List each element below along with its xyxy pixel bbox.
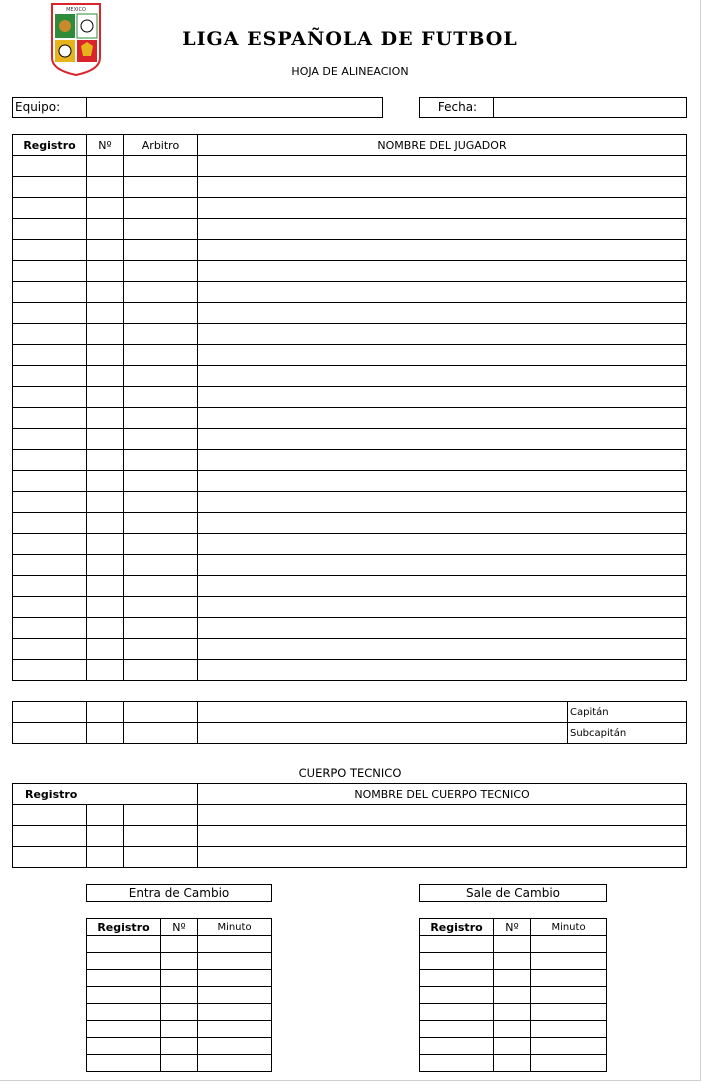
input-cell[interactable] (124, 639, 198, 660)
input-cell[interactable] (531, 1021, 607, 1038)
table-row (87, 953, 272, 970)
input-cell[interactable] (198, 826, 687, 847)
input-cell[interactable] (494, 1038, 531, 1055)
table-row (13, 240, 687, 261)
table-row (13, 177, 687, 198)
input-cell[interactable] (87, 387, 124, 408)
table-row (13, 282, 687, 303)
input-cell[interactable] (161, 1004, 198, 1021)
sub-out-col-number: Nº (494, 919, 531, 936)
input-cell[interactable] (13, 156, 87, 177)
input-cell[interactable] (87, 576, 124, 597)
vice-captain-row (13, 723, 687, 744)
input-cell[interactable] (13, 366, 87, 387)
input-cell[interactable] (124, 366, 198, 387)
table-row (13, 492, 687, 513)
table-row (13, 303, 687, 324)
captain-row (13, 702, 687, 723)
input-cell[interactable] (198, 987, 272, 1004)
input-cell[interactable] (87, 936, 161, 953)
substitutions-out-body (420, 936, 607, 1072)
input-cell[interactable] (198, 1004, 272, 1021)
table-row (420, 1021, 607, 1038)
input-cell[interactable] (124, 408, 198, 429)
input-cell[interactable] (124, 345, 198, 366)
table-row (13, 219, 687, 240)
input-cell[interactable] (198, 805, 687, 826)
table-row (87, 1055, 272, 1072)
input-cell[interactable] (198, 282, 687, 303)
table-row (420, 936, 607, 953)
input-cell[interactable] (87, 450, 124, 471)
staff-table-body (13, 805, 687, 868)
input-cell[interactable] (13, 513, 87, 534)
input-cell[interactable] (87, 1055, 161, 1072)
input-cell[interactable] (87, 618, 124, 639)
input-cell[interactable] (87, 639, 124, 660)
input-cell[interactable] (531, 953, 607, 970)
input-cell[interactable] (87, 702, 124, 723)
input-cell[interactable] (531, 1004, 607, 1021)
team-field[interactable] (86, 97, 383, 118)
input-cell[interactable] (198, 970, 272, 987)
input-cell[interactable] (198, 387, 687, 408)
input-cell[interactable] (87, 1038, 161, 1055)
input-cell[interactable] (198, 597, 687, 618)
input-cell[interactable] (13, 597, 87, 618)
input-cell[interactable] (531, 987, 607, 1004)
input-cell[interactable] (198, 534, 687, 555)
table-row (13, 198, 687, 219)
input-cell[interactable] (420, 936, 494, 953)
input-cell[interactable] (124, 219, 198, 240)
table-row (13, 847, 687, 868)
input-cell[interactable] (161, 1021, 198, 1038)
input-cell[interactable] (87, 261, 124, 282)
sub-in-col-number: Nº (161, 919, 198, 936)
staff-col-header-registro: Registro (13, 784, 198, 805)
col-header-registro: Registro (13, 135, 87, 156)
input-cell[interactable] (494, 953, 531, 970)
input-cell[interactable] (198, 576, 687, 597)
input-cell[interactable] (124, 597, 198, 618)
table-row (420, 987, 607, 1004)
input-cell[interactable] (124, 492, 198, 513)
input-cell[interactable] (494, 1004, 531, 1021)
table-row (87, 1038, 272, 1055)
input-cell[interactable] (494, 970, 531, 987)
input-cell[interactable] (494, 987, 531, 1004)
substitutions-out-table (419, 918, 607, 1072)
input-cell[interactable] (87, 826, 124, 847)
input-cell[interactable] (198, 953, 272, 970)
input-cell[interactable] (531, 1038, 607, 1055)
vice-captain-label: Subcapitán (568, 723, 687, 744)
input-cell[interactable] (124, 805, 198, 826)
input-cell[interactable] (13, 847, 87, 868)
input-cell[interactable] (87, 534, 124, 555)
input-cell[interactable] (13, 471, 87, 492)
input-cell[interactable] (13, 576, 87, 597)
crest-text: MEXICO (66, 7, 86, 13)
input-cell[interactable] (13, 660, 87, 681)
date-field[interactable] (493, 97, 687, 118)
input-cell[interactable] (198, 408, 687, 429)
input-cell[interactable] (13, 429, 87, 450)
table-row (13, 639, 687, 660)
input-cell[interactable] (198, 366, 687, 387)
captain-label: Capitán (568, 702, 687, 723)
input-cell[interactable] (87, 513, 124, 534)
input-cell[interactable] (198, 660, 687, 681)
input-cell[interactable] (87, 240, 124, 261)
col-header-player-name: NOMBRE DEL JUGADOR (198, 135, 687, 156)
input-cell[interactable] (494, 936, 531, 953)
input-cell[interactable] (198, 1038, 272, 1055)
sub-out-col-minute: Minuto (531, 919, 607, 936)
table-row (13, 471, 687, 492)
input-cell[interactable] (198, 1021, 272, 1038)
input-cell[interactable] (124, 618, 198, 639)
table-row (420, 1004, 607, 1021)
table-row (87, 1004, 272, 1021)
input-cell[interactable] (161, 987, 198, 1004)
substitutions-in-table (86, 918, 272, 1072)
sub-out-col-registro: Registro (420, 919, 494, 936)
table-row (13, 366, 687, 387)
table-row (420, 1038, 607, 1055)
input-cell[interactable] (13, 702, 87, 723)
input-cell[interactable] (198, 702, 568, 723)
input-cell[interactable] (198, 219, 687, 240)
table-row (87, 936, 272, 953)
input-cell[interactable] (13, 177, 87, 198)
input-cell[interactable] (198, 303, 687, 324)
input-cell[interactable] (13, 282, 87, 303)
table-row (87, 1021, 272, 1038)
input-cell[interactable] (87, 492, 124, 513)
input-cell[interactable] (198, 723, 568, 744)
date-label: Fecha: (419, 97, 494, 118)
table-row (13, 261, 687, 282)
input-cell[interactable] (161, 1055, 198, 1072)
input-cell[interactable] (161, 1038, 198, 1055)
table-row (13, 805, 687, 826)
input-cell[interactable] (13, 303, 87, 324)
input-cell[interactable] (531, 1055, 607, 1072)
input-cell[interactable] (87, 303, 124, 324)
input-cell[interactable] (198, 261, 687, 282)
table-row (13, 345, 687, 366)
input-cell[interactable] (198, 555, 687, 576)
table-row (13, 826, 687, 847)
input-cell[interactable] (124, 847, 198, 868)
page-title: LIGA ESPAÑOLA DE FUTBOL (182, 28, 518, 50)
table-row (13, 513, 687, 534)
input-cell[interactable] (87, 1021, 161, 1038)
table-row (13, 534, 687, 555)
input-cell[interactable] (124, 177, 198, 198)
input-cell[interactable] (87, 723, 124, 744)
table-row (13, 555, 687, 576)
input-cell[interactable] (124, 826, 198, 847)
input-cell[interactable] (124, 387, 198, 408)
table-row (13, 387, 687, 408)
input-cell[interactable] (87, 324, 124, 345)
col-header-number: Nº (87, 135, 124, 156)
input-cell[interactable] (198, 345, 687, 366)
substitutions-out-title: Sale de Cambio (419, 884, 607, 902)
input-cell[interactable] (13, 387, 87, 408)
input-cell[interactable] (420, 1004, 494, 1021)
input-cell[interactable] (161, 953, 198, 970)
input-cell[interactable] (198, 618, 687, 639)
input-cell[interactable] (420, 987, 494, 1004)
input-cell[interactable] (87, 597, 124, 618)
input-cell[interactable] (198, 177, 687, 198)
input-cell[interactable] (198, 1055, 272, 1072)
input-cell[interactable] (531, 970, 607, 987)
input-cell[interactable] (124, 513, 198, 534)
input-cell[interactable] (124, 261, 198, 282)
input-cell[interactable] (87, 177, 124, 198)
sub-in-col-minute: Minuto (198, 919, 272, 936)
input-cell[interactable] (420, 1038, 494, 1055)
input-cell[interactable] (124, 324, 198, 345)
input-cell[interactable] (198, 513, 687, 534)
table-row (420, 970, 607, 987)
table-row (87, 987, 272, 1004)
input-cell[interactable] (124, 240, 198, 261)
input-cell[interactable] (198, 847, 687, 868)
input-cell[interactable] (198, 639, 687, 660)
input-cell[interactable] (531, 936, 607, 953)
input-cell[interactable] (87, 970, 161, 987)
input-cell[interactable] (161, 970, 198, 987)
input-cell[interactable] (198, 450, 687, 471)
input-cell[interactable] (124, 429, 198, 450)
input-cell[interactable] (13, 805, 87, 826)
input-cell[interactable] (13, 324, 87, 345)
input-cell[interactable] (13, 261, 87, 282)
input-cell[interactable] (13, 492, 87, 513)
input-cell[interactable] (198, 324, 687, 345)
input-cell[interactable] (124, 576, 198, 597)
input-cell[interactable] (124, 471, 198, 492)
input-cell[interactable] (13, 826, 87, 847)
input-cell[interactable] (420, 953, 494, 970)
table-row (13, 660, 687, 681)
staff-col-header-name: NOMBRE DEL CUERPO TECNICO (198, 784, 687, 805)
input-cell[interactable] (13, 219, 87, 240)
input-cell[interactable] (198, 240, 687, 261)
input-cell[interactable] (87, 987, 161, 1004)
team-label: Equipo: (12, 97, 87, 118)
table-row (13, 156, 687, 177)
input-cell[interactable] (161, 936, 198, 953)
input-cell[interactable] (87, 366, 124, 387)
input-cell[interactable] (87, 429, 124, 450)
input-cell[interactable] (420, 1021, 494, 1038)
table-row (13, 618, 687, 639)
input-cell[interactable] (198, 198, 687, 219)
input-cell[interactable] (13, 240, 87, 261)
input-cell[interactable] (13, 534, 87, 555)
input-cell[interactable] (87, 805, 124, 826)
input-cell[interactable] (87, 345, 124, 366)
input-cell[interactable] (494, 1021, 531, 1038)
input-cell[interactable] (87, 219, 124, 240)
input-cell[interactable] (198, 429, 687, 450)
staff-section-title: CUERPO TECNICO (298, 766, 402, 780)
table-row (13, 408, 687, 429)
league-crest-logo (50, 2, 102, 76)
input-cell[interactable] (13, 639, 87, 660)
input-cell[interactable] (124, 156, 198, 177)
table-row (13, 429, 687, 450)
input-cell[interactable] (87, 471, 124, 492)
input-cell[interactable] (124, 555, 198, 576)
table-row (13, 597, 687, 618)
col-header-arbitro: Arbitro (124, 135, 198, 156)
input-cell[interactable] (87, 198, 124, 219)
input-cell[interactable] (87, 408, 124, 429)
input-cell[interactable] (13, 345, 87, 366)
input-cell[interactable] (13, 408, 87, 429)
input-cell[interactable] (87, 1004, 161, 1021)
input-cell[interactable] (87, 660, 124, 681)
staff-table (12, 783, 687, 868)
substitutions-in-title: Entra de Cambio (86, 884, 272, 902)
table-row (13, 576, 687, 597)
input-cell[interactable] (13, 555, 87, 576)
sub-in-col-registro: Registro (87, 919, 161, 936)
players-table-body (13, 156, 687, 681)
input-cell[interactable] (198, 936, 272, 953)
input-cell[interactable] (13, 198, 87, 219)
input-cell[interactable] (13, 450, 87, 471)
table-row (13, 324, 687, 345)
input-cell[interactable] (124, 702, 198, 723)
input-cell[interactable] (13, 618, 87, 639)
input-cell[interactable] (87, 847, 124, 868)
table-row (13, 450, 687, 471)
page-subtitle: HOJA DE ALINEACION (291, 65, 409, 78)
input-cell[interactable] (420, 1055, 494, 1072)
players-table (12, 134, 687, 681)
table-row (420, 953, 607, 970)
input-cell[interactable] (124, 450, 198, 471)
input-cell[interactable] (124, 723, 198, 744)
substitutions-in-body (87, 936, 272, 1072)
input-cell[interactable] (494, 1055, 531, 1072)
input-cell[interactable] (87, 953, 161, 970)
input-cell[interactable] (124, 198, 198, 219)
table-row (420, 1055, 607, 1072)
input-cell[interactable] (198, 471, 687, 492)
input-cell[interactable] (13, 723, 87, 744)
input-cell[interactable] (124, 534, 198, 555)
input-cell[interactable] (87, 282, 124, 303)
input-cell[interactable] (124, 660, 198, 681)
input-cell[interactable] (124, 303, 198, 324)
table-row (87, 970, 272, 987)
input-cell[interactable] (87, 555, 124, 576)
input-cell[interactable] (87, 156, 124, 177)
captains-table (12, 701, 687, 744)
input-cell[interactable] (198, 492, 687, 513)
input-cell[interactable] (198, 156, 687, 177)
input-cell[interactable] (420, 970, 494, 987)
input-cell[interactable] (124, 282, 198, 303)
